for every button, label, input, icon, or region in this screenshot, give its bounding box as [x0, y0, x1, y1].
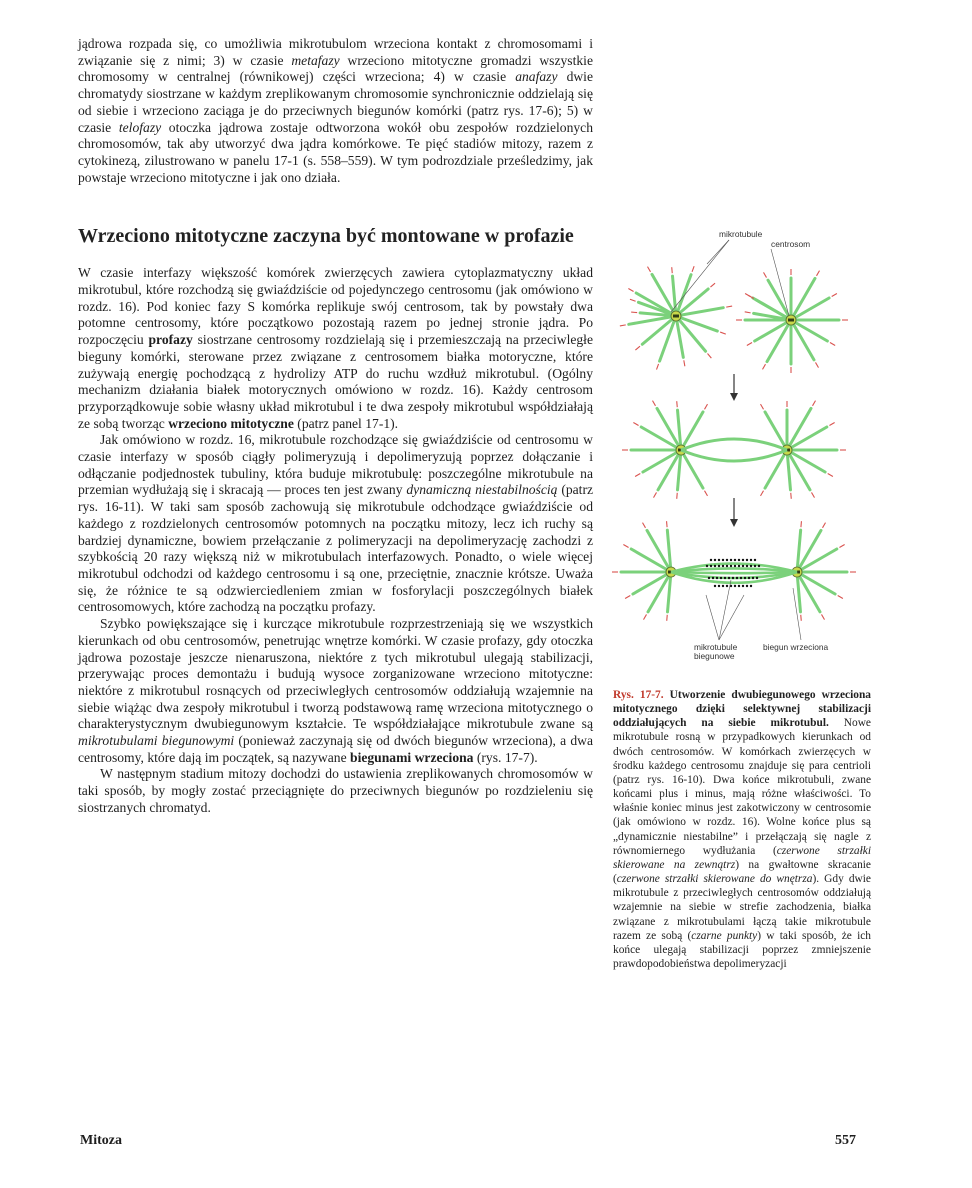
overlap-microtubule	[681, 450, 787, 461]
polar-microtubule	[671, 572, 797, 573]
crosslink-dot	[752, 577, 754, 579]
growth-arrow	[630, 299, 636, 301]
crosslink-dot	[714, 559, 716, 561]
growth-arrow	[747, 343, 752, 346]
centriole	[673, 315, 679, 318]
section-title: Wrzeciono mitotyczne zaczyna być montowane w profazie	[78, 225, 574, 248]
growth-arrow	[823, 523, 826, 528]
stage-interacting-asters	[622, 401, 846, 499]
crosslink-dot	[738, 565, 740, 567]
growth-arrow	[684, 360, 685, 366]
growth-arrow	[801, 615, 802, 621]
paragraph-2: Jak omówiono w rozdz. 16, mikrotubule rozchodzące się gwiaździście od centrosomu w czasie interfazy w sposób ciągły polimeryzują i depolimeryzują poprzez dołączanie i odłączanie podjednostek tubuliny, która buduje mikrotubulę: poszczególne mikrotubule na przemian wydłużają się i skracają — proces ten jest zwany dynamiczną niestabilnością (patrz rys. 16-11). W taki sam sposób zachowują się mikrotubule odchodzące gwiaździście od każdego z rozdzielonych centrosomów potomnych na początku mitozy, lecz ich ruchy są bardziej dynamiczne, bowiem przełączanie z polimeryzacji na depolimeryzację zachodzi z szybkością 20 razy większą niż w mikrotubulach interfazowych. Ponadto, o wiele więcej mikrotubul odchodzi od każdego centrosomu i są one, przeciętnie, znacznie krótsze. Uważa się, że różnice te są odzwierciedleniem zmian w fosforylacji poszczególnych białek centrosomowych, które zachodzą na początku profazy.	[78, 432, 594, 615]
growth-arrow	[677, 401, 678, 407]
growth-arrow	[677, 493, 678, 499]
growth-arrow	[817, 271, 820, 276]
crosslink-dot	[738, 585, 740, 587]
growth-arrow	[745, 312, 751, 313]
crosslink-dot	[714, 585, 716, 587]
growth-arrow	[705, 491, 708, 496]
growth-arrow	[720, 332, 726, 334]
crosslink-dot	[754, 559, 756, 561]
crosslink-dot	[742, 559, 744, 561]
paragraph-4: W następnym stadium mitozy dochodzi do ustawienia zreplikowanych chromosomów w taki sposób, by mogły zostać przeciągnięte do przeciwnych biegunów po rozdzieleniu się siostrzanych chromatyd.	[78, 766, 593, 815]
paragraph-1: W czasie interfazy większość komórek zwierzęcych zawiera cytoplazmatyczny układ mikrotubul, które rozchodzą się gwiaździście od pojedynczego centrosomu (jak omówiono w rozdz. 16). Pod koniec fazy S komórka replikuje swój centrosom, tak by powstały dwa potomne centrosomy, które początkowo pozostają razem po jednej stronie jądra. Po rozpoczęciu profazy siostrzane centrosomy rozdzielają się i przemieszczają na przeciwległe bieguny komórki, sterowane przez związane z centrosomem białka motoryczne, które zużywają energię pochodzącą z hydrolizy ATP do ruchu wzdłuż mikrotubul. (Ogólny mechanizm działania białek motorycznych omówiono w rozdz. 16). Każdy centrosom przyporządkowuje sobie własny układ mikrotubul i te dwa zespoły mikrotubul współdziałają ze sobą tworząc wrzeciono mitotyczne (patrz panel 17-1).	[78, 265, 593, 431]
growth-arrow	[801, 521, 802, 527]
growth-arrow	[828, 474, 833, 477]
growth-arrow	[667, 521, 668, 527]
label-centrosom: centrosom	[771, 239, 811, 249]
growth-arrow	[623, 545, 628, 548]
growth-arrow	[761, 404, 764, 409]
growth-arrow	[654, 492, 657, 497]
crosslink-dot	[756, 577, 758, 579]
crosslink-dot	[750, 585, 752, 587]
paragraph-3: Szybko powiększające się i kurczące mikrotubule rozprzestrzeniają się we wszystkich kierunkach od obu centrosomów, penetrując wnętrze komórki. W czasie profazy, gdy otoczka jądrowa pozostaje jeszcze nienaruszona, niektóre z tych mikrotubul ulegają stabilizacji, przerywając proces demontażu i budują wysoce zorganizowane wrzeciono mitotyczne: niektóre z mikrotubul rosnących od przeciwległych centrosomów oddziałują wzajemnie na siebie wiążąc dwa zespoły mikrotubul i tworzą podstawową ramę wrzeciona mitotycznego o charakterystycznym dwubiegunowym kształcie. Te współdziałające mikrotubule zwane są mikrotubulami biegunowymi (ponieważ zaczynają się od dwóch biegunów wrzeciona), a dwa centrosomy, które dają im początek, są nazywane biegunami wrzeciona (rys. 17-7).	[78, 616, 593, 765]
intro-paragraph: jądrowa rozpada się, co umożliwia mikrotubulom wrzeciona kontakt z chromosomami i związanie się z nimi; 3) w czasie metafazy wrzeciono mitotyczne gromadzi wszystkie chromosomy w centralnej (równikowej) części wrzeciona; 4) w czasie anafazy dwie chromatydy siostrzane w każdym zreplikowanym chromosomie synchronicznie oddzielają się od siebie i wrzeciono zaciąga je do przeciwnych biegunów komórki (patrz rys. 17-6); 5) w czasie telofazy otoczka jądrowa zostaje odtworzona wokół obu zespołów rozdzielonych chromosomów, tak aby utworzyć dwa jądra komórkowe. Te pięć stadiów mitozy, razem z cytokinezą, zilustrowano w panelu 17-1 (s. 558–559). W tym podrozdziale prześledzimy, jak powstaje wrzeciono mitotyczne i jak ono działa.	[78, 36, 593, 185]
crosslink-dot	[746, 559, 748, 561]
crosslink-dot	[722, 565, 724, 567]
down-arrow-2	[730, 498, 738, 527]
crosslink-dot	[734, 565, 736, 567]
crosslink-dot	[746, 585, 748, 587]
centriole	[788, 319, 794, 322]
crosslink-dot	[708, 577, 710, 579]
growth-arrow	[830, 343, 835, 346]
growth-arrow	[631, 312, 637, 313]
growth-arrow	[726, 306, 732, 307]
growth-arrow	[648, 267, 651, 272]
growth-arrow	[816, 362, 819, 367]
growth-arrow	[813, 401, 816, 406]
running-footer-chapter: Mitoza	[80, 1133, 122, 1148]
crosslink-dot	[744, 577, 746, 579]
crosslink-dot	[750, 559, 752, 561]
crosslink-dot	[714, 565, 716, 567]
growth-arrow	[838, 596, 843, 599]
growth-arrow	[635, 474, 640, 477]
crosslink-dot	[710, 559, 712, 561]
growth-arrow	[653, 401, 656, 406]
growth-arrow	[628, 289, 633, 292]
label-mikrotubule: mikrotubule	[719, 229, 763, 239]
growth-arrow	[707, 354, 711, 359]
growth-arrow	[832, 294, 837, 297]
crosslink-dot	[750, 565, 752, 567]
spindle-figure	[611, 200, 873, 672]
growth-arrow	[710, 283, 715, 287]
main-column	[78, 36, 593, 817]
crosslink-dot	[726, 559, 728, 561]
growth-arrow	[672, 267, 673, 273]
growth-arrow	[791, 493, 792, 499]
crosslink-dot	[742, 585, 744, 587]
growth-arrow	[829, 423, 834, 426]
growth-arrow	[657, 364, 659, 370]
crosslink-dot	[718, 565, 720, 567]
crosslink-dot	[726, 565, 728, 567]
page-number: 557	[835, 1133, 856, 1148]
crosslink-dot	[734, 559, 736, 561]
growth-arrow	[705, 404, 708, 409]
crosslink-dot	[706, 565, 708, 567]
growth-arrow	[692, 266, 694, 272]
crosslink-dot	[742, 565, 744, 567]
growth-arrow	[764, 272, 767, 277]
overlap-microtubule	[681, 439, 787, 450]
growth-arrow	[763, 364, 766, 369]
crosslink-dot	[736, 577, 738, 579]
stage-separate-asters	[620, 266, 848, 373]
down-arrow-1	[730, 374, 738, 401]
crosslink-dot	[740, 577, 742, 579]
crosslink-dot	[730, 565, 732, 567]
spindle-diagram	[611, 200, 873, 672]
crosslink-dot	[734, 585, 736, 587]
crosslink-dot	[722, 585, 724, 587]
crosslink-dot	[746, 565, 748, 567]
crosslink-dot	[748, 577, 750, 579]
crosslink-dot	[718, 585, 720, 587]
crosslink-dot	[724, 577, 726, 579]
figure-17-7	[611, 200, 873, 672]
growth-arrow	[643, 523, 646, 528]
crosslink-dot	[726, 585, 728, 587]
label-biegun-wrzeciona: biegun wrzeciona	[763, 642, 829, 652]
growth-arrow	[667, 615, 668, 621]
crosslink-dot	[738, 559, 740, 561]
crosslink-dot	[712, 577, 714, 579]
crosslink-dot	[754, 565, 756, 567]
growth-arrow	[761, 491, 764, 496]
label-mikrotubule-biegunowe: mikrotubule biegunowe	[694, 642, 738, 661]
crosslink-dot	[732, 577, 734, 579]
growth-arrow	[633, 423, 638, 426]
growth-arrow	[812, 492, 815, 497]
crosslink-dot	[710, 565, 712, 567]
crosslink-dot	[722, 559, 724, 561]
crosslink-dot	[758, 565, 760, 567]
growth-arrow	[620, 325, 626, 326]
growth-arrow	[635, 346, 640, 350]
stage-bipolar-spindle	[612, 521, 856, 621]
crosslink-dot	[730, 559, 732, 561]
growth-arrow	[839, 545, 844, 548]
crosslink-dot	[720, 577, 722, 579]
crosslink-dot	[716, 577, 718, 579]
growth-arrow	[644, 614, 647, 619]
growth-arrow	[822, 614, 825, 619]
figure-caption: Rys. 17-7. Utworzenie dwubiegunowego wrzeciona mitotycznego dzięki selektywnej stabilizacji oddziałujących na siebie mikrotubul. Nowe mikrotubule rosną w przypadkowych kierunkach od dwóch centrosomów. W komórkach zwierzęcych w środku każdego centrosomu znajduje się para centrioli (patrz rys. 16-10). Dwa końce mikrotubuli, zwane końcami plus i minus, mają różne właściwości. To właśnie koniec minus jest zakotwiczony w centrosomie (jak omówiono w rozdz. 16). Wolne końce plus są „dynamicznie niestabilne” i przełączają się nagle z równomiernego wydłużania (czerwone strzałki skierowane na zewnątrz) na gwałtowne skracanie (czerwone strzałki skierowane do wnętrza). Gdy dwie mikrotubule z przeciwległych centrosomów oddziałują wzajemnie na siebie w strefie zachodzenia, białka związane z mikrotubulami łączą takie mikrotubule razem ze sobą (czarne punkty) w taki sposób, że ich końce ulegają stabilizacji poprzez zmniejszenie prawdopodobieństwa depolimeryzacji	[613, 689, 871, 970]
crosslink-dot	[728, 577, 730, 579]
growth-arrow	[625, 596, 630, 599]
crosslink-dot	[718, 559, 720, 561]
